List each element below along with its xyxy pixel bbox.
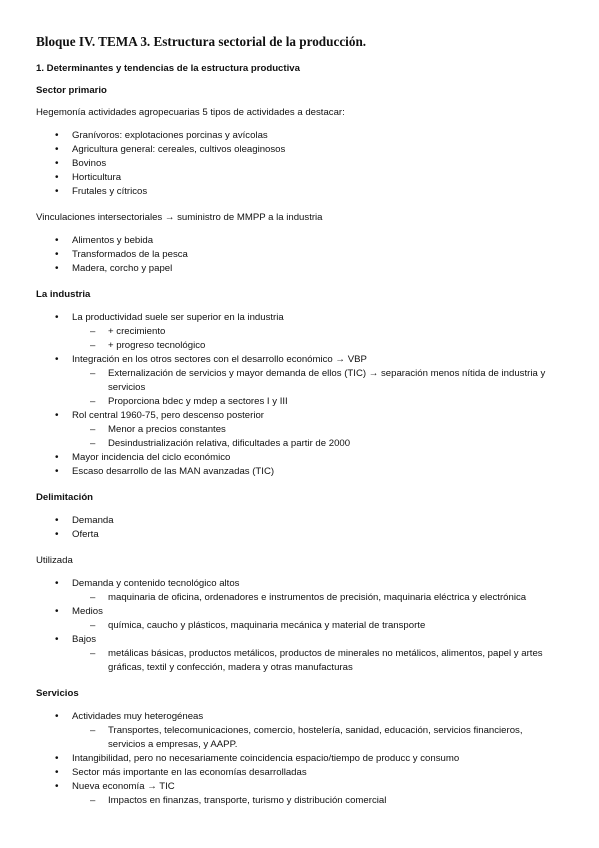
list-item bbox=[36, 605, 563, 633]
list-item: • Demanda bbox=[36, 514, 563, 528]
sub-list bbox=[72, 367, 563, 409]
sub-item: – maquinaria de oficina, ordenadores e instrumentos de precisión, maquinaria eléctrica y electrónica bbox=[72, 591, 563, 605]
list-item: • Sector más importante en las economías desarrolladas bbox=[36, 766, 563, 780]
list-item: • Madera, corcho y papel bbox=[36, 262, 563, 276]
list-item-text: Rol central 1960-75, pero descenso posterior bbox=[72, 410, 264, 421]
heading-industria: La industria bbox=[36, 289, 91, 300]
list-item: • Agricultura general: cereales, cultivos oleaginosos bbox=[36, 143, 563, 157]
list-item bbox=[36, 409, 563, 451]
list-item: • Bovinos bbox=[36, 157, 563, 171]
sub-list bbox=[72, 647, 563, 675]
list-item bbox=[36, 633, 563, 675]
list-item-text: Nueva economía → TIC bbox=[72, 781, 175, 792]
list-item bbox=[36, 780, 563, 808]
sub-item: – Desindustrialización relativa, dificultades a partir de 2000 bbox=[72, 437, 563, 451]
sub-item: – química, caucho y plásticos, maquinaria mecánica y material de transporte bbox=[72, 619, 563, 633]
section-heading: 1. Determinantes y tendencias de la estructura productiva bbox=[36, 63, 300, 74]
list-item-text: Demanda y contenido tecnológico altos bbox=[72, 578, 240, 589]
sub-list bbox=[72, 794, 563, 808]
utilizada-list bbox=[36, 577, 563, 675]
primario-intro: Hegemonía actividades agropecuarias 5 tipos de actividades a destacar: bbox=[36, 107, 345, 118]
list-item: • Alimentos y bebida bbox=[36, 234, 563, 248]
list-item-text: Actividades muy heterogéneas bbox=[72, 711, 204, 722]
list-item: • Horticultura bbox=[36, 171, 563, 185]
list-item bbox=[36, 311, 563, 353]
sub-list bbox=[72, 325, 563, 353]
list-item: • Mayor incidencia del ciclo económico bbox=[36, 451, 563, 465]
list-item bbox=[36, 577, 563, 605]
list-item-text: Bajos bbox=[72, 634, 96, 645]
sub-item: – + crecimiento bbox=[72, 325, 563, 339]
heading-delimitacion: Delimitación bbox=[36, 492, 94, 503]
sub-list bbox=[72, 423, 563, 451]
sub-list bbox=[72, 591, 563, 605]
industria-list bbox=[36, 311, 563, 479]
list-item bbox=[36, 353, 563, 409]
list-item: • Intangibilidad, pero no necesariamente coincidencia espacio/tiempo de producc y consumo bbox=[36, 752, 563, 766]
list-item-text: Integración en los otros sectores con el desarrollo económico → VBP bbox=[72, 354, 367, 365]
heading-servicios: Servicios bbox=[36, 688, 79, 699]
list-item-text: Medios bbox=[72, 606, 103, 617]
heading-sector-primario: Sector primario bbox=[36, 85, 107, 96]
sub-list bbox=[72, 724, 563, 752]
list-item bbox=[36, 710, 563, 752]
sub-item: – Transportes, telecomunicaciones, comercio, hostelería, sanidad, educación, servicios financieros, servicios a empresas, y AAPP. bbox=[72, 724, 563, 752]
list-item-text: La productividad suele ser superior en la industria bbox=[72, 312, 284, 323]
list-item: • Frutales y cítricos bbox=[36, 185, 563, 199]
servicios-list bbox=[36, 710, 563, 808]
document-title: Bloque IV. TEMA 3. Estructura sectorial de la producción. bbox=[36, 34, 367, 49]
sub-item: – Proporciona bdec y mdep a sectores I y III bbox=[72, 395, 563, 409]
primario-list bbox=[36, 129, 563, 199]
list-item: • Transformados de la pesca bbox=[36, 248, 563, 262]
sub-item: – Externalización de servicios y mayor demanda de ellos (TIC) → separación menos nítida de industria y servicios bbox=[72, 367, 563, 395]
vinculaciones-text: Vinculaciones intersectoriales → suministro de MMPP a la industria bbox=[36, 212, 323, 223]
sub-item: – + progreso tecnológico bbox=[72, 339, 563, 353]
sub-item: – Impactos en finanzas, transporte, turismo y distribución comercial bbox=[72, 794, 563, 808]
list-item: • Oferta bbox=[36, 528, 563, 542]
delimitacion-list bbox=[36, 514, 563, 542]
list-item: • Granívoros: explotaciones porcinas y avícolas bbox=[36, 129, 563, 143]
list-item: • Escaso desarrollo de las MAN avanzadas (TIC) bbox=[36, 465, 563, 479]
vinculaciones-list bbox=[36, 234, 563, 276]
sub-item: – Menor a precios constantes bbox=[72, 423, 563, 437]
heading-utilizada: Utilizada bbox=[36, 555, 73, 566]
sub-list bbox=[72, 619, 563, 633]
sub-item: – metálicas básicas, productos metálicos, productos de minerales no metálicos, alimentos, papel y artes gráficas, textil y confección, madera y otras manufacturas bbox=[72, 647, 563, 675]
